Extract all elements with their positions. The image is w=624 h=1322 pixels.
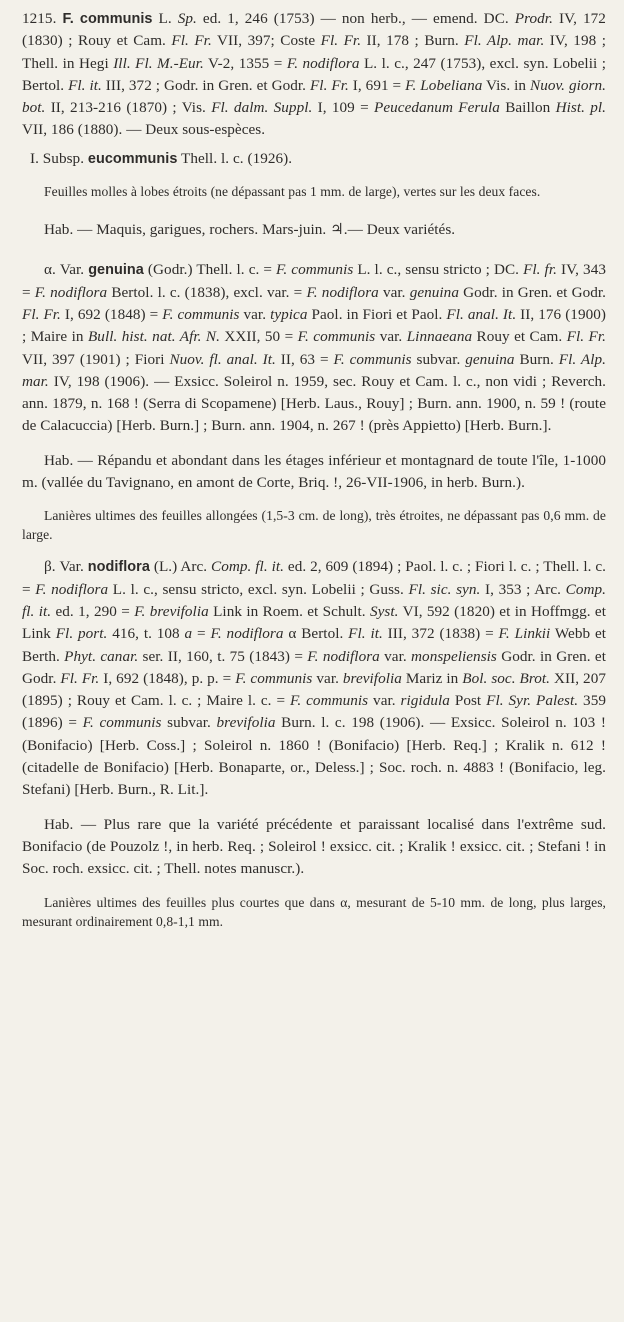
habitat-variety-alpha: Hab. — Répandu et abondant dans les étages inférieur et montagnard de toute l'île, 1-1000 m. (vallée du Tavignano, en amont de Corte, Briq. !, 26-VII-1906, in herb. Burn.). — [22, 451, 606, 492]
subspecies-heading: I. Subsp. eucommunis Thell. l. c. (1926). — [30, 149, 293, 167]
habitat-subspecies: Hab. — Maquis, garigues, rochers. Mars-juin. ♃.— Deux variétés. — [44, 221, 456, 239]
description-variety-alpha: Lanières ultimes des feuilles allongées (1,5-3 cm. de long), très étroites, ne dépassant pas 0,6 mm. de large. — [22, 508, 606, 543]
species-entry-paragraph: 1215. F. communis L. Sp. ed. 1, 246 (1753) — non herb., — emend. DC. Prodr. IV, 172 (1830) ; Rouy et Cam. Fl. Fr. VII, 397; Coste Fl. Fr. II, 178 ; Burn. Fl. Alp. mar. IV, 198 ; Thell. in Hegi Ill. Fl. M.-Eur. V-2, 1355 = F. nodiflora L. l. c., 247 (1753), excl. syn. Lobelii ; Bertol. Fl. it. III, 372 ; Godr. in Gren. et Godr. Fl. Fr. I, 691 = F. Lobeliana Vis. in Nuov. giorn. bot. II, 213-216 (1870) ; Vis. Fl. dalm. Suppl. I, 109 = Peucedanum Ferula Baillon Hist. pl. VII, 186 (1880). — Deux sous-espèces. — [22, 10, 607, 139]
description-variety-beta: Lanières ultimes des feuilles plus courtes que dans α, mesurant de 5-10 mm. de long, plus larges, mesurant ordinairement 0,8-1,1 mm. — [22, 894, 606, 929]
variety-alpha-paragraph: α. Var. genuina (Godr.) Thell. l. c. = F. communis L. l. c., sensu stricto ; DC. Fl. fr. IV, 343 = F. nodiflora Bertol. l. c. (1838), excl. var. = F. nodiflora var. genuina Godr. in Gren. et Godr. Fl. Fr. I, 692 (1848) = F. communis var. typica Paol. in Fiori et Paol. Fl. anal. It. II, 176 (1900) ; Maire in Bull. hist. nat. Afr. N. XXII, 50 = F. communis var. Linnaeana Rouy et Cam. Fl. Fr. VII, 397 (1901) ; Fiori Nuov. fl. anal. It. II, 63 = F. communis subvar. genuina Burn. Fl. Alp. mar. IV, 198 (1906). — Exsicc. Soleirol n. 1959, sec. Rouy et Cam. l. c., non vidi ; Reverch. ann. 1879, n. 168 ! (Serra di Scopamene) [Herb. Laus., Rouy] ; Burn. ann. 1900, n. 59 ! (route de Calacuccia) [Herb. Burn.] ; Burn. ann. 1904, n. 267 ! (près Appietto) [Herb. Burn.]. — [22, 261, 606, 435]
variety-beta-paragraph: β. Var. nodiflora (L.) Arc. Comp. fl. it. ed. 2, 609 (1894) ; Paol. l. c. ; Fiori l. c. ; Thell. l. c. = F. nodiflora L. l. c., sensu stricto, excl. syn. Lobelii ; Guss. Fl. sic. syn. I, 353 ; Arc. Comp. fl. it. ed. 1, 290 = F. brevifolia Link in Roem. et Schult. Syst. VI, 592 (1820) et in Hoffmgg. et Link Fl. port. 416, t. 108 a = F. nodiflora α Bertol. Fl. it. III, 372 (1838) = F. Linkii Webb et Berth. Phyt. canar. ser. II, 160, t. 75 (1843) = F. nodiflora var. monspeliensis Godr. in Gren. et Godr. Fl. Fr. I, 692 (1848), p. p. = F. communis var. brevifolia Mariz in Bol. soc. Brot. XII, 207 (1895) ; Rouy et Cam. l. c. ; Maire l. c. = F. communis var. rigidula Post Fl. Syr. Palest. 359 (1896) = F. communis subvar. brevifolia Burn. l. c. 198 (1906). — Exsicc. Soleirol n. 103 ! (Bonifacio) [Herb. Coss.] ; Soleirol n. 1860 ! (Bonifacio) [Herb. Req.] ; Kralik n. 612 ! (citadelle de Bonifacio) [Herb. Bonaparte, or., Deless.] ; Soc. roch. n. 4883 ! (Bonifacio, leg. Stefani) [Herb. Burn., R. Lit.]. — [22, 558, 607, 799]
habitat-variety-beta: Hab. — Plus rare que la variété précédente et paraissant localisé dans l'extrême sud. Bonifacio (de Pouzolz !, in herb. Req. ; Soleirol ! exsicc. cit. ; Kralik ! exsicc. cit. ; Stefani ! in Soc. roch. exsicc. cit. ; Thell. notes manuscr.). — [22, 815, 606, 878]
description-subspecies: Feuilles molles à lobes étroits (ne dépassant pas 1 mm. de large), vertes sur les deux faces. — [44, 184, 541, 200]
